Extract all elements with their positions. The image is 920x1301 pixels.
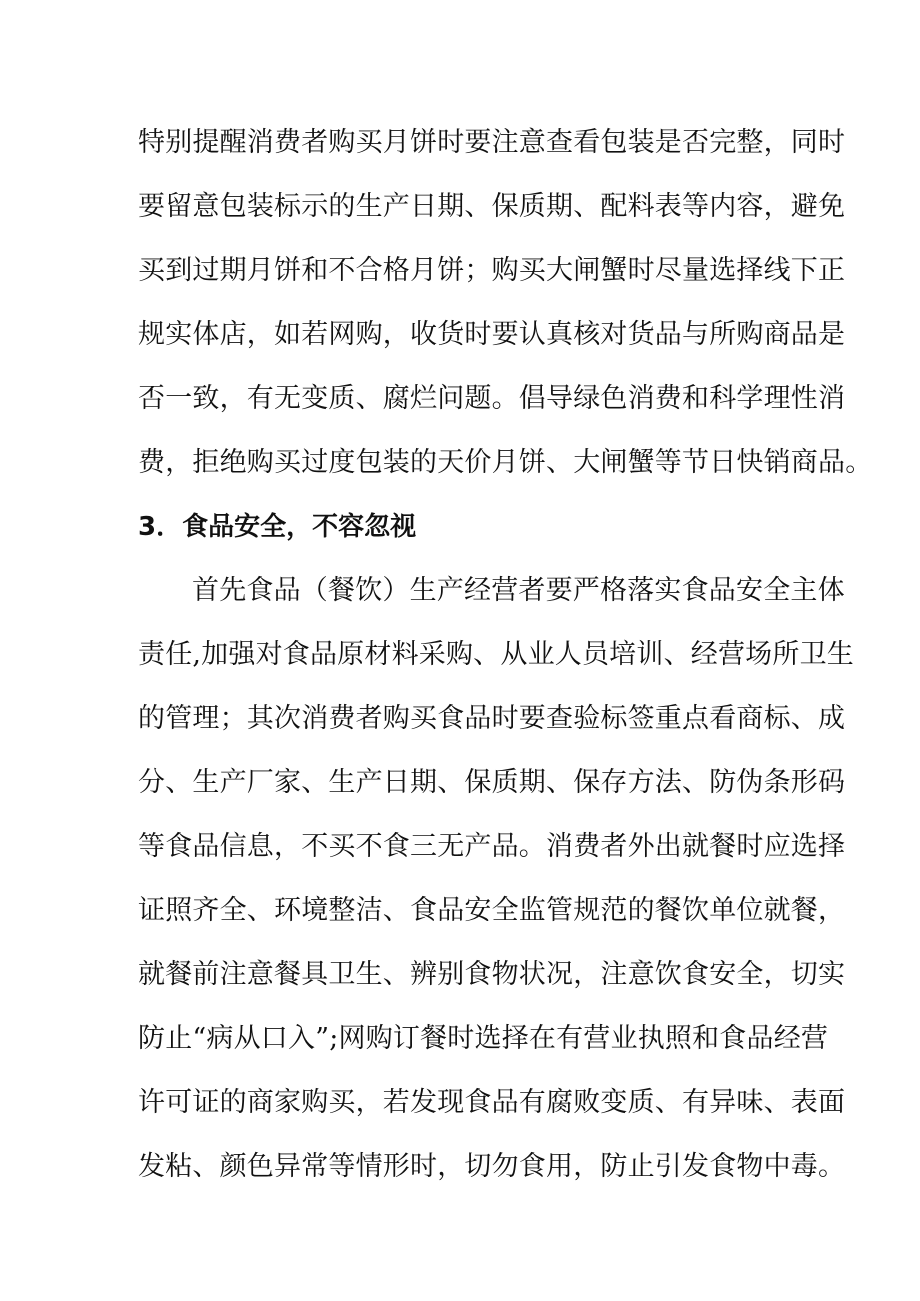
paragraph-1-line: 要留意包装标示的生产日期、保质期、配料表等内容，避免 — [138, 191, 846, 222]
paragraph-1-line: 费，拒绝购买过度包装的天价月饼、大闸蟹等节日快销商品。 — [138, 447, 873, 478]
paragraph-1-line: 买到过期月饼和不合格月饼；购买大闸蟹时尽量选择线下正 — [138, 255, 846, 286]
paragraph-2-line: 许可证的商家购买，若发现食品有腐败变质、有异味、表面 — [138, 1087, 846, 1118]
paragraph-1-line: 否一致，有无变质、腐烂问题。倡导绿色消费和科学理性消 — [138, 383, 846, 414]
paragraph-1-line: 规实体店，如若网购，收货时要认真核对货品与所购商品是 — [138, 319, 846, 350]
paragraph-2-line: 责任,加强对食品原材料采购、从业人员培训、经营场所卫生 — [138, 639, 854, 670]
paragraph-2-line: 就餐前注意餐具卫生、辨别食物状况，注意饮食安全，切实 — [138, 959, 846, 990]
paragraph-2-line: 分、生产厂家、生产日期、保质期、保存方法、防伪条形码 — [138, 767, 846, 798]
paragraph-2-line: 证照齐全、环境整洁、食品安全监管规范的餐饮单位就餐， — [138, 895, 846, 926]
section-3-heading: 3．食品安全，不容忽视 — [138, 512, 417, 542]
paragraph-2-line: 的管理；其次消费者购买食品时要查验标签重点看商标、成 — [138, 703, 846, 734]
paragraph-2-line: 防止“病从口入”;网购订餐时选择在有营业执照和食品经营 — [138, 1023, 829, 1054]
paragraph-2-line: 发粘、颜色异常等情形时，切勿食用，防止引发食物中毒。 — [138, 1151, 846, 1182]
paragraph-2-line: 等食品信息，不买不食三无产品。消费者外出就餐时应选择 — [138, 831, 846, 862]
paragraph-1-line: 特别提醒消费者购买月饼时要注意查看包装是否完整，同时 — [138, 127, 846, 158]
paragraph-2-line: 首先食品（餐饮）生产经营者要严格落实食品安全主体 — [192, 575, 845, 606]
